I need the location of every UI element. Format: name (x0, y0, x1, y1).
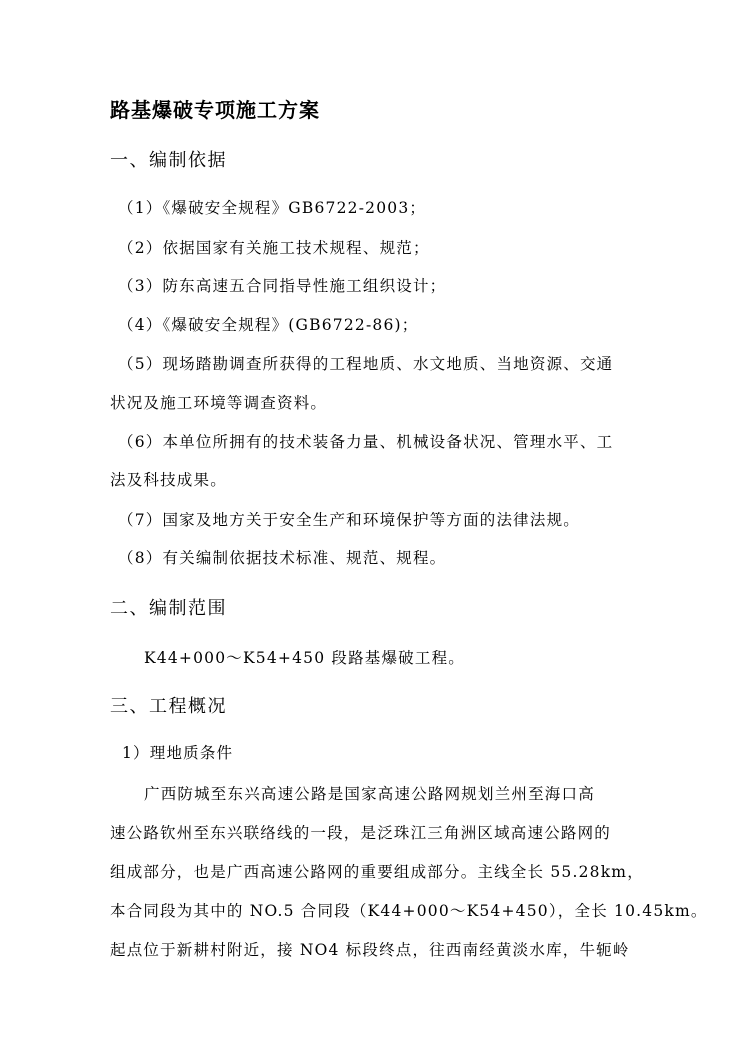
overview-paragraph-line-5: 起点位于新耕村附近，接 NO4 标段终点，往西南经黄淡水库，牛轭岭 (110, 941, 630, 959)
section-heading-overview: 三、工程概况 (110, 696, 227, 717)
basis-item-4: （4）《爆破安全规程》(GB6722-86)； (118, 316, 419, 334)
overview-paragraph-line-1: 广西防城至东兴高速公路是国家高速公路网规划兰州至海口高 (144, 785, 595, 803)
section-heading-scope: 二、编制范围 (110, 598, 227, 619)
basis-item-7: （7）国家及地方关于安全生产和环境保护等方面的法律法规。 (118, 511, 580, 529)
scope-text: K44+000～K54+450 段路基爆破工程。 (144, 649, 465, 667)
basis-item-2: （2）依据国家有关施工技术规程、规范； (118, 239, 430, 257)
basis-item-6-continued: 法及科技成果。 (110, 471, 227, 489)
basis-item-1: （1）《爆破安全规程》GB6722-2003； (118, 199, 427, 217)
basis-item-5: （5）现场踏勘调查所获得的工程地质、水文地质、当地资源、交通 (118, 355, 614, 373)
overview-paragraph-line-4: 本合同段为其中的 NO.5 合同段（K44+000～K54+450），全长 10.45km。 (110, 902, 708, 920)
overview-paragraph-line-2: 速公路钦州至东兴联络线的一段，是泛珠江三角洲区域高速公路网的 (110, 824, 612, 842)
basis-item-3: （3）防东高速五合同指导性施工组织设计； (118, 277, 447, 295)
document-title: 路基爆破专项施工方案 (110, 98, 320, 122)
overview-paragraph-line-3: 组成部分，也是广西高速公路网的重要组成部分。主线全长 55.28km， (110, 863, 644, 881)
overview-subheading: 1）理地质条件 (122, 744, 234, 762)
basis-item-6: （6）本单位所拥有的技术装备力量、机械设备状况、管理水平、工 (118, 433, 614, 451)
basis-item-8: （8）有关编制依据技术标准、规范、规程。 (118, 549, 447, 567)
basis-item-5-continued: 状况及施工环境等调查资料。 (110, 394, 328, 412)
section-heading-basis: 一、编制依据 (110, 150, 227, 171)
